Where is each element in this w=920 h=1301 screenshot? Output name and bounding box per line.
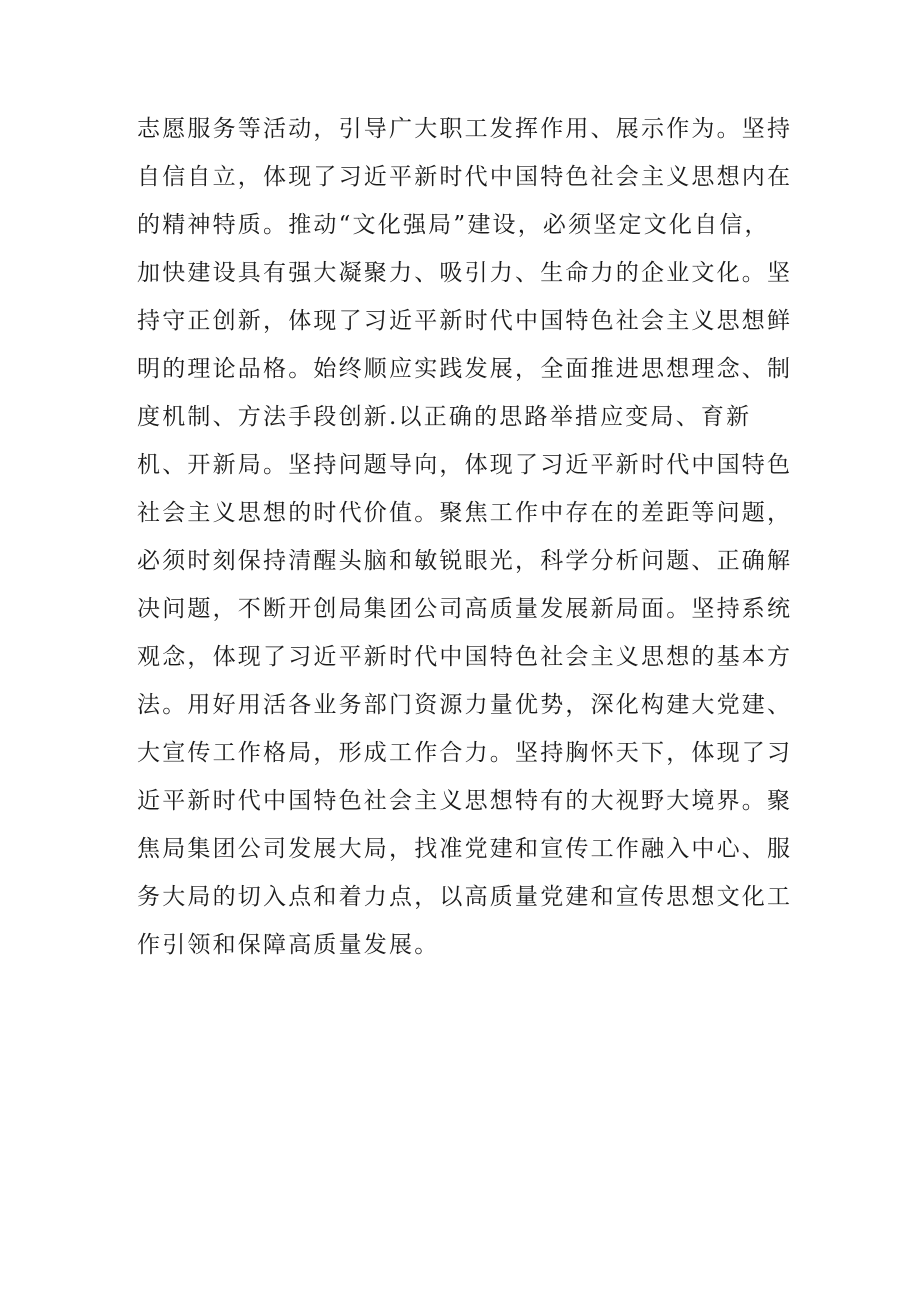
text-line-9: 社会主义思想的时代价值。聚焦工作中存在的差距等问题， xyxy=(137,500,793,526)
text-line-10: 必须时刻保持清醒头脑和敏锐眼光，科学分析问题、正确解 xyxy=(137,548,793,574)
text-line-3: 的精神特质。推动“文化强局”建设，必须坚定文化自信， xyxy=(137,212,770,238)
body-paragraph xyxy=(137,105,793,969)
text-line-8: 机、开新局。坚持问题导向，体现了习近平新时代中国特色 xyxy=(137,452,793,478)
text-line-17: 务大局的切入点和着力点，以高质量党建和宣传思想文化工 xyxy=(137,884,793,910)
text-line-13: 法。用好用活各业务部门资源力量优势，深化构建大党建、 xyxy=(137,692,793,718)
text-line-6: 明的理论品格。始终顺应实践发展，全面推进思想理念、制 xyxy=(137,356,793,382)
text-line-16: 焦局集团公司发展大局，找准党建和宣传工作融入中心、服 xyxy=(137,836,793,862)
text-line-2: 自信自立，体现了习近平新时代中国特色社会主义思想内在 xyxy=(137,164,793,190)
text-line-11: 决问题，不断开创局集团公司高质量发展新局面。坚持系统 xyxy=(137,596,793,622)
text-line-15: 近平新时代中国特色社会主义思想特有的大视野大境界。聚 xyxy=(137,788,793,814)
text-line-12: 观念，体现了习近平新时代中国特色社会主义思想的基本方 xyxy=(137,644,793,670)
text-line-5: 持守正创新，体现了习近平新时代中国特色社会主义思想鲜 xyxy=(137,308,793,334)
text-line-14: 大宣传工作格局，形成工作合力。坚持胸怀天下，体现了习 xyxy=(137,740,793,766)
text-line-4: 加快建设具有强大凝聚力、吸引力、生命力的企业文化。坚 xyxy=(137,260,793,286)
text-line-7: 度机制、方法手段创新.以正确的思路举措应变局、育新 xyxy=(137,404,752,430)
text-line-1: 志愿服务等活动，引导广大职工发挥作用、展示作为。坚持 xyxy=(137,116,793,142)
text-line-18: 作引领和保障高质量发展。 xyxy=(137,932,440,958)
